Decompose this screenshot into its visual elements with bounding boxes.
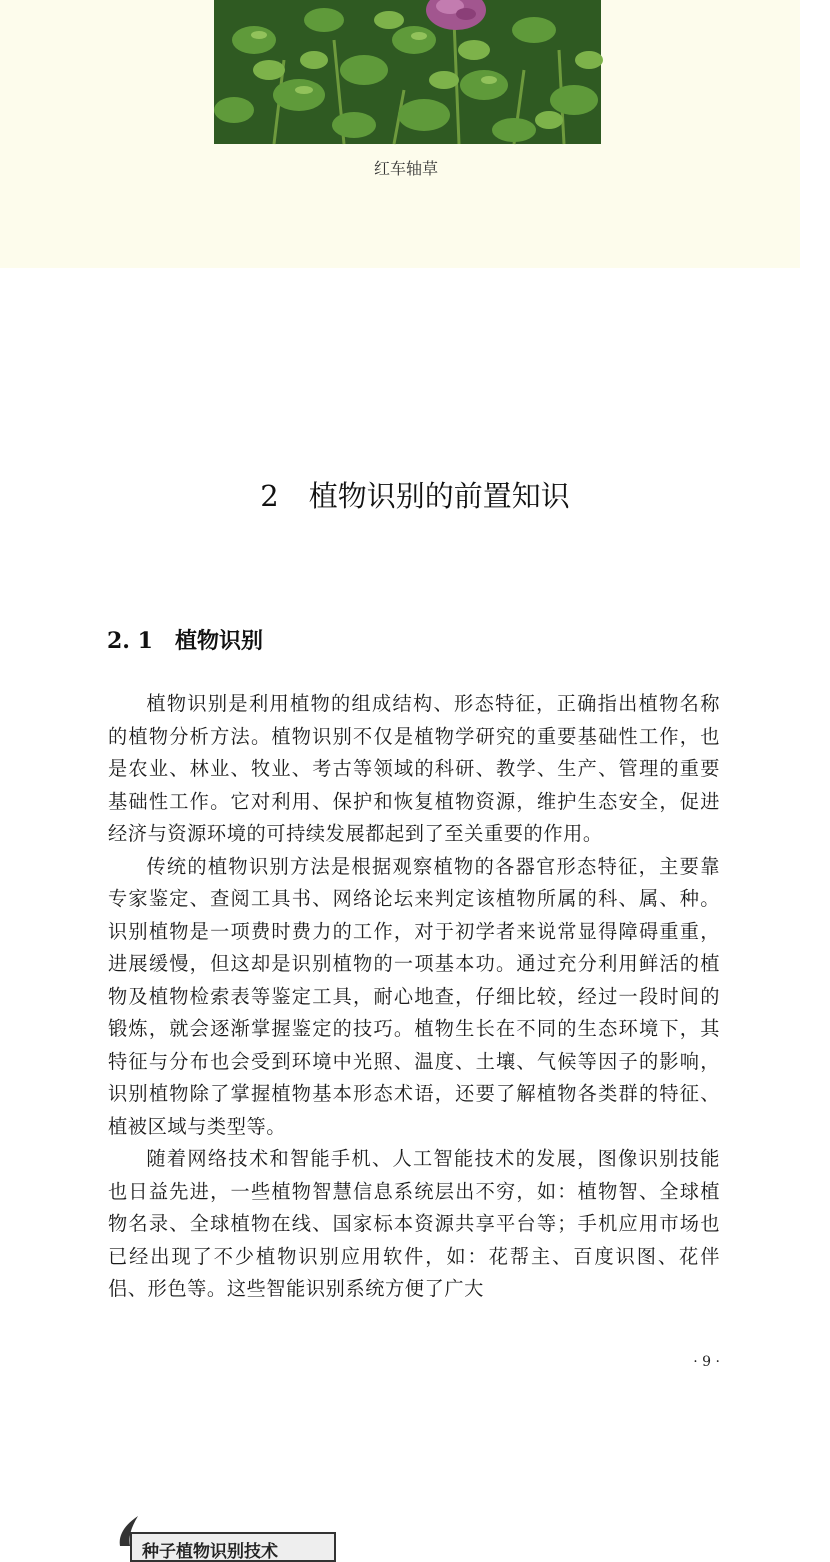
page-number: · 9 · — [693, 1354, 720, 1370]
figure-caption: 红车轴草 — [373, 159, 438, 178]
section-title: 植物识别 — [174, 628, 263, 654]
paragraph: 随着网络技术和智能手机、人工智能技术的发展，图像识别技能也日益先进，一些植物智慧信息系统层出不穷，如：植物智、全球植物名录、全球植物在线、国家标本资源共享平台等；手机应用市场也已经出现了不少植物识别应用软件，如：花帮主、百度识图、花伴侣、形色等。这些智能识别系统方便了广大 — [108, 1147, 720, 1300]
figure-panel — [0, 0, 800, 268]
clover-photo — [214, 0, 601, 144]
chapter-title: 植物识别的前置知识 — [308, 479, 570, 513]
header-box — [130, 1532, 336, 1562]
clover-illustration — [214, 0, 601, 144]
paragraph: 传统的植物识别方法是根据观察植物的各器官形态特征，主要靠专家鉴定、查阅工具书、网络论坛来判定该植物所属的科、属、种。识别植物是一项费时费力的工作，对于初学者来说常显得障碍重重，进展缓慢，但这却是识别植物的一项基本功。通过充分利用鲜活的植物及植物检索表等鉴定工具，耐心地查，仔细比较，经过一段时间的锻炼，就会逐渐掌握鉴定的技巧。植物生长在不同的生态环境下，其特征与分布也会受到环境中光照、温度、土壤、气候等因子的影响，识别植物除了掌握植物基本形态术语，还要了解植物各类群的特征、植被区域与类型等。 — [108, 854, 720, 1138]
chapter-heading — [0, 474, 830, 515]
next-page-header — [108, 1514, 348, 1562]
section-number: 2. 1 — [107, 628, 153, 654]
section-heading — [107, 624, 263, 655]
body-text — [108, 688, 720, 1306]
chapter-number: 2 — [260, 479, 279, 513]
header-text: 种子植物识别技术 — [142, 1542, 278, 1562]
paragraph: 植物识别是利用植物的组成结构、形态特征，正确指出植物名称的植物分析方法。植物识别不仅是植物学研究的重要基础性工作，也是农业、林业、牧业、考古等领域的科研、教学、生产、管理的重要基础性工作。它对利用、保护和恢复植物资源，维护生态安全，促进经济与资源环境的可持续发展都起到了至关重要的作用。 — [108, 692, 720, 845]
